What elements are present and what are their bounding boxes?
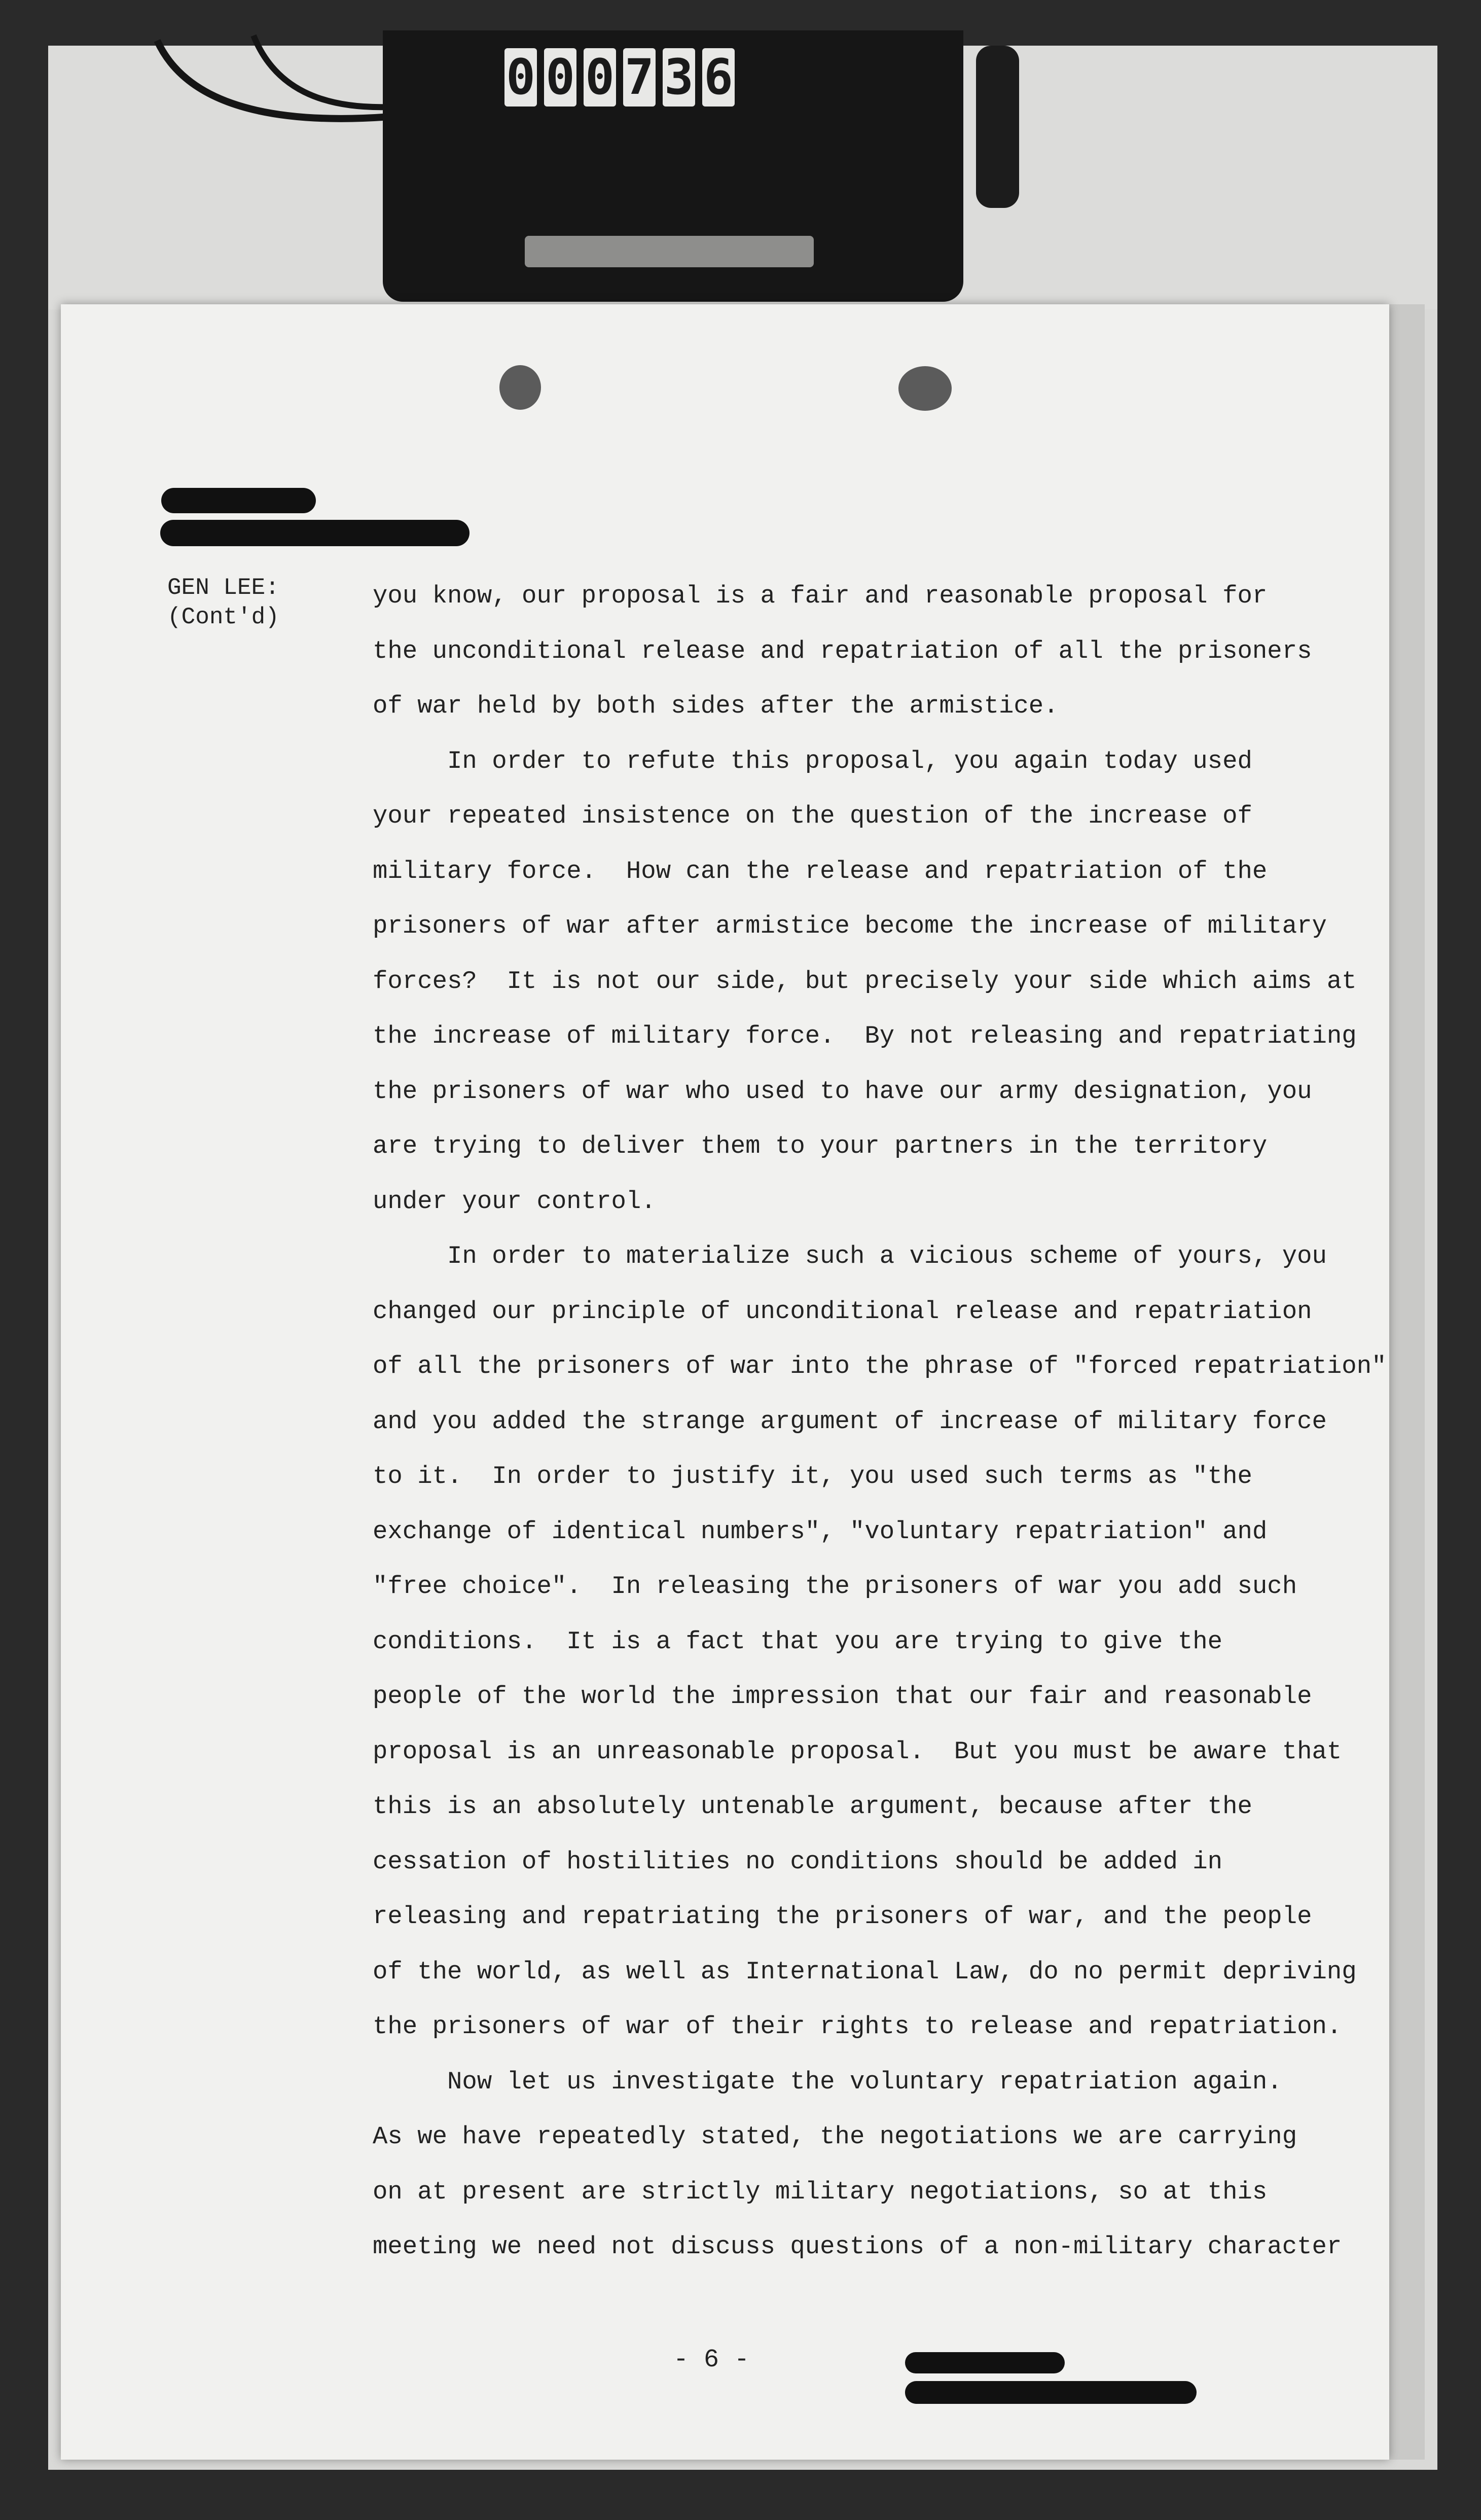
body-line: of the world, as well as International Law, do no permit depriving bbox=[373, 1957, 1357, 1986]
counter-cable bbox=[152, 30, 416, 132]
body-line: meeting we need not discuss questions of a non-military character bbox=[373, 2232, 1342, 2261]
counter-label-plate bbox=[525, 236, 814, 267]
body-line: "free choice". In releasing the prisoners of war you add such bbox=[373, 1572, 1297, 1601]
body-line: this is an absolutely untenable argument, because after the bbox=[373, 1792, 1252, 1821]
body-line: cessation of hostilities no conditions should be added in bbox=[373, 1847, 1223, 1876]
redaction-bar bbox=[905, 2352, 1065, 2373]
speaker-label bbox=[167, 573, 279, 632]
body-line: conditions. It is a fact that you are trying to give the bbox=[373, 1627, 1223, 1656]
body-line: military force. How can the release and repatriation of the bbox=[373, 857, 1268, 885]
body-line: the unconditional release and repatriation of all the prisoners bbox=[373, 636, 1312, 665]
body-line: exchange of identical numbers", "voluntary repatriation" and bbox=[373, 1517, 1268, 1546]
body-line: changed our principle of unconditional release and repatriation bbox=[373, 1297, 1312, 1326]
body-line: people of the world the impression that our fair and reasonable bbox=[373, 1682, 1312, 1711]
body-line: forces? It is not our side, but precisely your side which aims at bbox=[373, 967, 1357, 996]
body-line: to it. In order to justify it, you used such terms as "the bbox=[373, 1462, 1252, 1490]
speaker-name: GEN LEE: bbox=[167, 575, 279, 601]
body-line: are trying to deliver them to your partners in the territory bbox=[373, 1132, 1268, 1160]
counter-digit: 6 bbox=[702, 48, 735, 107]
body-line: proposal is an unreasonable proposal. But you must be aware that bbox=[373, 1737, 1342, 1766]
body-line: the prisoners of war who used to have our army designation, you bbox=[373, 1077, 1312, 1106]
redaction-bar bbox=[160, 520, 469, 546]
counter-digit: 0 bbox=[504, 48, 537, 107]
punch-hole bbox=[499, 365, 541, 410]
counter-digit: 0 bbox=[584, 48, 616, 107]
body-line: releasing and repatriating the prisoners of war, and the people bbox=[373, 1902, 1312, 1931]
body-line: prisoners of war after armistice become the increase of military bbox=[373, 912, 1327, 940]
punch-hole bbox=[898, 366, 952, 411]
frame-counter-digits bbox=[504, 48, 735, 107]
page-number: - 6 - bbox=[673, 2346, 750, 2374]
body-line: In order to refute this proposal, you again today used bbox=[373, 747, 1252, 775]
body-line: As we have repeatedly stated, the negotiations we are carrying bbox=[373, 2122, 1297, 2151]
counter-digit: 7 bbox=[623, 48, 656, 107]
body-line: under your control. bbox=[373, 1187, 656, 1216]
body-line: Now let us investigate the voluntary repatriation again. bbox=[373, 2067, 1282, 2096]
body-line: on at present are strictly military negotiations, so at this bbox=[373, 2177, 1268, 2206]
body-line: of war held by both sides after the armistice. bbox=[373, 692, 1059, 720]
body-line: you know, our proposal is a fair and reasonable proposal for bbox=[373, 582, 1268, 610]
body-line: of all the prisoners of war into the phrase of "forced repatriation" bbox=[373, 1352, 1387, 1380]
redaction-bar bbox=[905, 2381, 1197, 2404]
body-line: the increase of military force. By not releasing and repatriating bbox=[373, 1022, 1357, 1050]
page-edge-shadow bbox=[1389, 304, 1425, 2460]
counter-digit: 3 bbox=[663, 48, 695, 107]
body-line: and you added the strange argument of increase of military force bbox=[373, 1407, 1327, 1436]
counter-digit: 0 bbox=[544, 48, 576, 107]
speaker-continued: (Cont'd) bbox=[167, 604, 279, 630]
body-line: the prisoners of war of their rights to release and repatriation. bbox=[373, 2012, 1342, 2041]
body-line: your repeated insistence on the question of the increase of bbox=[373, 802, 1252, 830]
counter-knob bbox=[976, 46, 1019, 208]
body-line: In order to materialize such a vicious scheme of yours, you bbox=[373, 1242, 1327, 1270]
body-text bbox=[373, 581, 1387, 2287]
redaction-bar bbox=[161, 488, 316, 513]
